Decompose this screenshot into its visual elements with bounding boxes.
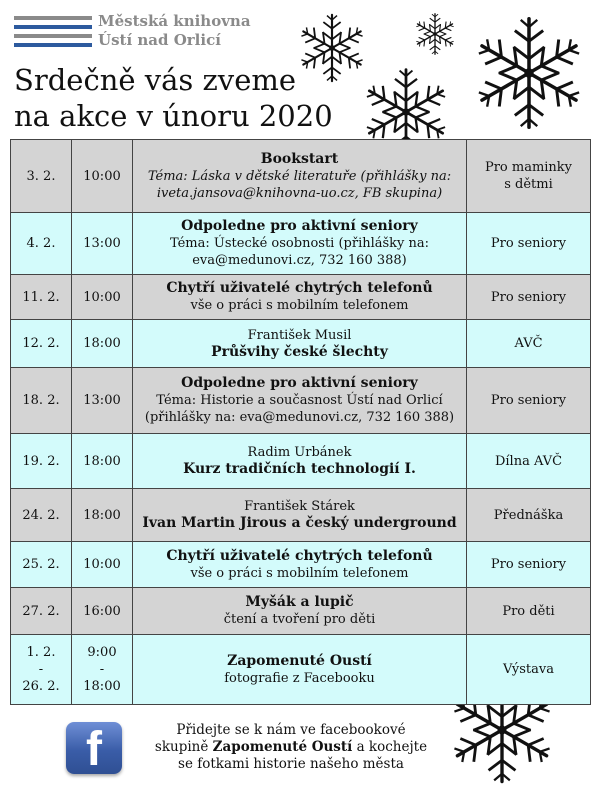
event-title: Chytří uživatelé chytrých telefonů <box>166 280 433 296</box>
event-desc: fotografie z Facebooku <box>224 670 375 686</box>
logo-bar <box>14 43 92 47</box>
event-date: 24. 2. <box>11 489 72 542</box>
facebook-f-glyph: f <box>86 723 102 776</box>
table-row <box>11 368 591 434</box>
event-time: 18:00 <box>72 434 133 489</box>
date-start: 1. 2. <box>26 645 56 660</box>
event-desc: vše o práci s mobilním telefonem <box>190 565 409 581</box>
table-row <box>11 275 591 320</box>
event-title: Chytří uživatelé chytrých telefonů <box>166 547 433 564</box>
event-time <box>72 635 133 705</box>
event-title: Odpoledne pro aktivní seniory <box>181 375 418 391</box>
event-audience: Přednáška <box>467 489 591 542</box>
snowflake-icon <box>470 14 588 132</box>
footer-line2 <box>136 739 446 756</box>
table-row <box>11 542 591 588</box>
event-desc-line2: (přihlášky na: eva@medunovi.cz, 732 160 388) <box>144 410 455 425</box>
table-row <box>11 588 591 635</box>
time-end: 18:00 <box>83 679 121 694</box>
event-date: 25. 2. <box>11 542 72 588</box>
event-speaker: František Musil <box>247 327 352 343</box>
event-date: 12. 2. <box>11 320 72 368</box>
time-separator: - <box>99 662 105 677</box>
event-date <box>11 635 72 705</box>
event-audience: Pro seniory <box>467 368 591 434</box>
event-title: Zapomenuté Oustí <box>227 652 372 669</box>
event-description <box>133 635 467 705</box>
page-title <box>14 62 333 134</box>
event-audience: AVČ <box>467 320 591 368</box>
library-name <box>98 12 251 50</box>
event-date: 4. 2. <box>11 213 72 275</box>
audience-line1: Pro maminky <box>484 160 573 175</box>
footer-group-name: Zapomenuté Oustí <box>212 739 353 755</box>
snowflake-icon <box>413 12 457 56</box>
audience-line2: s dětmi <box>504 177 553 192</box>
event-description <box>133 320 467 368</box>
event-description <box>133 434 467 489</box>
event-description <box>133 213 467 275</box>
table-row <box>11 213 591 275</box>
event-audience: Pro seniory <box>467 275 591 320</box>
event-date: 27. 2. <box>11 588 72 635</box>
event-time: 10:00 <box>72 542 133 588</box>
time-start: 9:00 <box>87 645 117 660</box>
event-audience: Pro seniory <box>467 542 591 588</box>
event-date: 3. 2. <box>11 140 72 213</box>
event-date: 19. 2. <box>11 434 72 489</box>
library-logo <box>14 16 92 52</box>
event-title: Odpoledne pro aktivní seniory <box>181 218 418 234</box>
event-audience: Dílna AVČ <box>467 434 591 489</box>
event-description <box>133 489 467 542</box>
logo-bar <box>14 34 92 38</box>
event-desc-line1: Téma: Historie a současnost Ústí nad Orlicí <box>156 393 443 408</box>
event-audience: Pro děti <box>467 588 591 635</box>
table-row <box>11 489 591 542</box>
event-date: 18. 2. <box>11 368 72 434</box>
event-time: 10:00 <box>72 140 133 213</box>
title-line1: Srdečně vás zveme <box>14 63 297 97</box>
event-audience: Pro seniory <box>467 213 591 275</box>
event-title: Kurz tradičních technologií I. <box>183 461 416 477</box>
library-name-line1: Městská knihovna <box>98 12 251 30</box>
event-title: Ivan Martin Jirous a český underground <box>142 515 457 531</box>
facebook-icon[interactable] <box>66 722 122 774</box>
table-row <box>11 320 591 368</box>
events-table <box>10 139 591 705</box>
event-time: 13:00 <box>72 213 133 275</box>
logo-bar <box>14 25 92 29</box>
footer-invitation <box>136 722 446 773</box>
table-row <box>11 635 591 705</box>
footer-line3: se fotkami historie našeho města <box>178 756 404 772</box>
event-speaker: Radim Urbánek <box>247 445 352 460</box>
date-separator: - <box>38 662 44 677</box>
event-title: Myšák a lupič <box>245 594 354 610</box>
event-desc-line2: eva@medunovi.cz, 732 160 388) <box>192 253 407 268</box>
event-description <box>133 140 467 213</box>
event-time: 18:00 <box>72 489 133 542</box>
event-description <box>133 368 467 434</box>
event-title: Průšvihy české šlechty <box>211 343 388 360</box>
event-audience: Výstava <box>467 635 591 705</box>
event-date: 11. 2. <box>11 275 72 320</box>
event-time: 10:00 <box>72 275 133 320</box>
event-desc-line2: iveta.jansova@knihovna-uo.cz, FB skupina) <box>156 185 443 201</box>
event-time: 16:00 <box>72 588 133 635</box>
table-row <box>11 140 591 213</box>
library-name-line2: Ústí nad Orlicí <box>98 31 221 49</box>
event-time: 13:00 <box>72 368 133 434</box>
footer-line2-post: a kochejte <box>352 739 428 755</box>
event-desc: čtení a tvoření pro děti <box>223 612 376 627</box>
footer-line1: Přidejte se k nám ve facebookové <box>176 722 406 738</box>
event-desc-line1: Téma: Láska v dětské literatuře (přihlášky na: <box>147 168 452 184</box>
snowflake-icon <box>296 12 368 84</box>
event-description <box>133 588 467 635</box>
event-description <box>133 275 467 320</box>
title-line2: na akce v únoru 2020 <box>14 99 333 133</box>
event-time: 18:00 <box>72 320 133 368</box>
table-row <box>11 434 591 489</box>
event-desc-line1: Téma: Ústecké osobnosti (přihlášky na: <box>169 236 430 251</box>
event-description <box>133 542 467 588</box>
event-speaker: František Stárek <box>244 499 355 514</box>
logo-bar <box>14 16 92 20</box>
event-audience <box>467 140 591 213</box>
event-desc: vše o práci s mobilním telefonem <box>190 298 409 313</box>
event-title: Bookstart <box>260 150 339 167</box>
date-end: 26. 2. <box>22 679 60 694</box>
footer-line2-pre: skupině <box>154 739 213 755</box>
